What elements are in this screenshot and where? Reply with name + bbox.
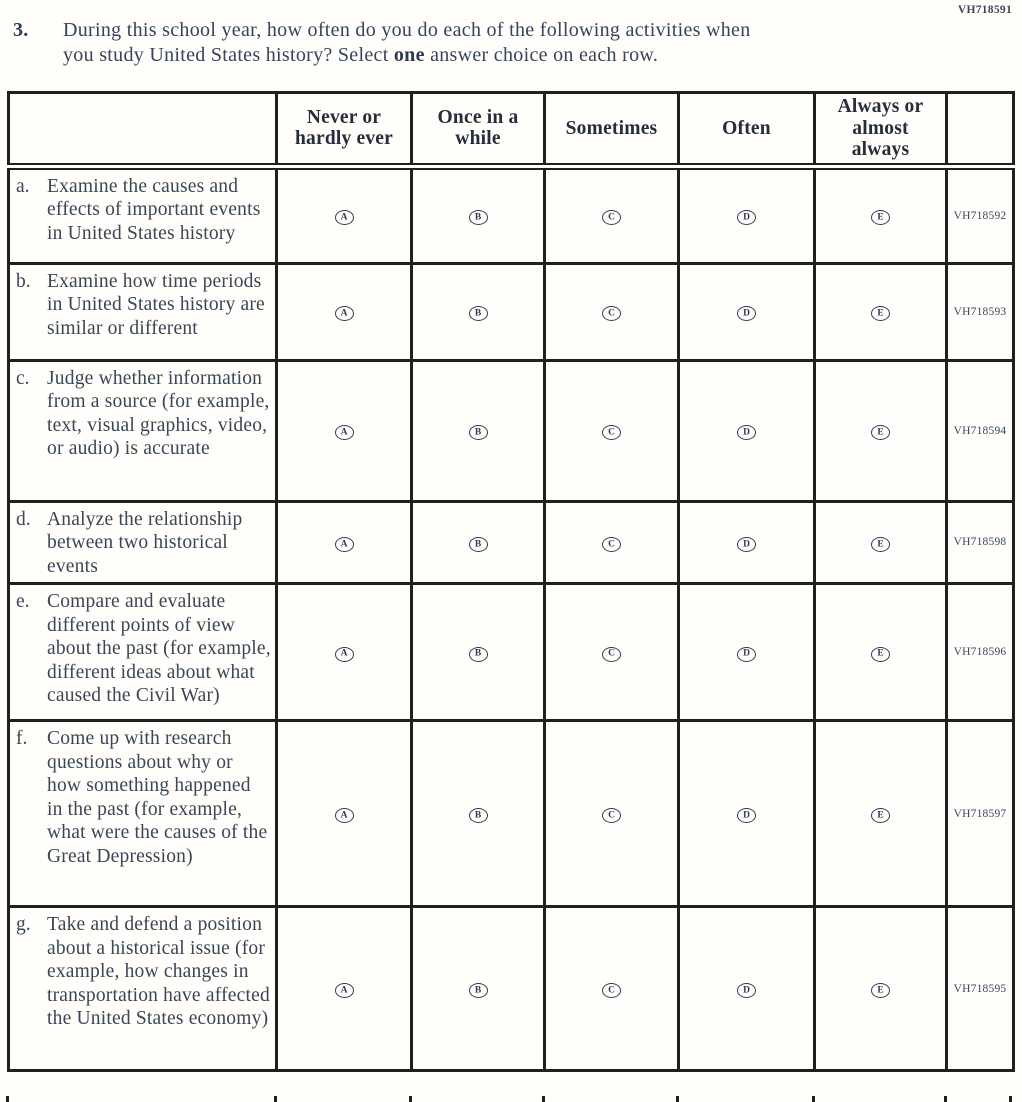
bubble-c[interactable] (602, 808, 621, 823)
bubble-letter: D (743, 810, 750, 821)
bubble-b[interactable] (469, 210, 488, 225)
option-cell-a[interactable] (277, 263, 412, 360)
bubble-e[interactable] (871, 210, 890, 225)
bubble-d[interactable] (737, 808, 756, 823)
bubble-b[interactable] (469, 647, 488, 662)
option-cell-c[interactable] (545, 501, 679, 584)
activity-stem (9, 166, 277, 263)
bubble-e[interactable] (871, 306, 890, 321)
question-line2-before: you study United States history? Select (63, 43, 394, 66)
bubble-a[interactable] (335, 425, 354, 440)
bubble-d[interactable] (737, 210, 756, 225)
bubble-letter: C (608, 985, 615, 996)
bubble-a[interactable] (335, 210, 354, 225)
bubble-e[interactable] (871, 647, 890, 662)
column-header-often: Often (679, 93, 815, 167)
bubble-a[interactable] (335, 808, 354, 823)
activity-stem (9, 263, 277, 360)
bubble-letter: C (608, 810, 615, 821)
bubble-letter: A (340, 308, 348, 319)
option-cell-d[interactable] (679, 721, 815, 907)
bubble-letter: D (743, 212, 750, 223)
activity-text: Come up with research questions about why or how something happened in the past (for example, what were the causes of the Great Depression) (47, 728, 268, 867)
column-header-always-or-almost-always: Always or almost always (815, 93, 947, 167)
bubble-letter: E (877, 212, 884, 223)
option-cell-c[interactable] (545, 721, 679, 907)
activity-text: Take and defend a position about a historical issue (for example, how changes in transportation have affected the United States economy) (47, 914, 270, 1029)
bubble-letter: D (743, 427, 750, 438)
bubble-letter: B (474, 539, 482, 550)
bubble-b[interactable] (469, 306, 488, 321)
table-row-c (9, 360, 1014, 501)
bubble-b[interactable] (469, 537, 488, 552)
bubble-e[interactable] (871, 808, 890, 823)
row-code: VH718595 (947, 907, 1014, 1071)
table-row-a (9, 166, 1014, 263)
option-cell-b[interactable] (412, 584, 545, 721)
row-letter: g. (16, 914, 31, 935)
option-cell-c[interactable] (545, 360, 679, 501)
bubble-letter: A (340, 985, 348, 996)
row-code: VH718596 (947, 584, 1014, 721)
option-cell-c[interactable] (545, 584, 679, 721)
bubble-letter: D (743, 308, 750, 319)
bubble-letter: C (608, 212, 615, 223)
bubble-a[interactable] (335, 647, 354, 662)
option-cell-b[interactable] (412, 360, 545, 501)
bubble-letter: C (608, 427, 615, 438)
option-cell-d[interactable] (679, 166, 815, 263)
bubble-c[interactable] (602, 983, 621, 998)
option-cell-b[interactable] (412, 263, 545, 360)
option-cell-d[interactable] (679, 360, 815, 501)
activity-stem (9, 360, 277, 501)
bubble-c[interactable] (602, 425, 621, 440)
activity-stem (9, 501, 277, 584)
bubble-d[interactable] (737, 647, 756, 662)
bubble-letter: C (608, 539, 615, 550)
option-cell-e[interactable] (815, 721, 947, 907)
bubble-letter: E (877, 539, 884, 550)
option-cell-e[interactable] (815, 360, 947, 501)
question-text (63, 18, 953, 67)
bubble-b[interactable] (469, 983, 488, 998)
bubble-d[interactable] (737, 537, 756, 552)
bubble-letter: E (877, 427, 884, 438)
bubble-letter: D (743, 985, 750, 996)
column-header-once-in-a-while: Once in a while (412, 93, 545, 167)
question-line2-bold: one (393, 43, 425, 66)
option-cell-a[interactable] (277, 166, 412, 263)
row-code: VH718598 (947, 501, 1014, 584)
bubble-letter: B (474, 308, 482, 319)
option-cell-c[interactable] (545, 907, 679, 1071)
option-cell-e[interactable] (815, 584, 947, 721)
bubble-letter: B (474, 427, 482, 438)
row-letter: a. (16, 175, 30, 197)
option-cell-a[interactable] (277, 360, 412, 501)
bubble-letter: B (474, 648, 482, 659)
option-cell-c[interactable] (545, 166, 679, 263)
bubble-a[interactable] (335, 306, 354, 321)
option-cell-b[interactable] (412, 907, 545, 1071)
table-row-b (9, 263, 1014, 360)
bubble-letter: A (340, 648, 348, 659)
option-cell-d[interactable] (679, 584, 815, 721)
bubble-d[interactable] (737, 425, 756, 440)
activity-text: Judge whether information from a source (for example, text, visual graphics, video, or audio) is accurate (47, 367, 270, 459)
option-cell-a[interactable] (277, 907, 412, 1071)
frequency-matrix-table (7, 91, 1015, 1072)
activity-text: Examine how time periods in United States history are similar or different (47, 270, 265, 339)
bubble-a[interactable] (335, 537, 354, 552)
bubble-letter: E (877, 308, 884, 319)
option-cell-b[interactable] (412, 166, 545, 263)
option-cell-d[interactable] (679, 907, 815, 1071)
bubble-e[interactable] (871, 537, 890, 552)
bubble-d[interactable] (737, 983, 756, 998)
bubble-letter: D (743, 539, 750, 550)
row-code: VH718594 (947, 360, 1014, 501)
bubble-b[interactable] (469, 425, 488, 440)
table-row-d (9, 501, 1014, 584)
row-letter: c. (16, 367, 30, 389)
bubble-letter: E (877, 985, 884, 996)
row-code: VH718592 (947, 166, 1014, 263)
activity-stem (9, 907, 277, 1071)
question-line2-after: answer choice on each row. (424, 43, 659, 66)
question-accession-code: VH718591 (957, 4, 1012, 16)
option-cell-e[interactable] (815, 166, 947, 263)
row-letter: f. (16, 728, 28, 749)
bubble-letter: E (877, 648, 884, 659)
bubble-c[interactable] (602, 647, 621, 662)
question-line1: During this school year, how often do you do each of the following activities when (63, 19, 751, 41)
table-row-g (9, 907, 1014, 1071)
bubble-letter: C (608, 308, 615, 319)
empty-code-header (947, 93, 1014, 167)
bubble-c[interactable] (602, 210, 621, 225)
row-code: VH718593 (947, 263, 1014, 360)
option-cell-a[interactable] (277, 584, 412, 721)
bubble-letter: A (340, 212, 348, 223)
question-block (13, 18, 953, 67)
option-cell-e[interactable] (815, 501, 947, 584)
option-cell-c[interactable] (545, 263, 679, 360)
option-cell-d[interactable] (679, 501, 815, 584)
row-letter: b. (16, 270, 31, 292)
bubble-a[interactable] (335, 983, 354, 998)
bubble-b[interactable] (469, 808, 488, 823)
header-row (9, 93, 1014, 167)
option-cell-a[interactable] (277, 721, 412, 907)
row-letter: e. (16, 591, 30, 612)
bubble-letter: D (743, 648, 750, 659)
bubble-letter: B (474, 985, 482, 996)
activity-stem (9, 584, 277, 721)
table-row-e (9, 584, 1014, 721)
bubble-letter: B (474, 810, 482, 821)
bubble-letter: A (340, 810, 348, 821)
option-cell-a[interactable] (277, 501, 412, 584)
table-row-f (9, 721, 1014, 907)
bubble-e[interactable] (871, 983, 890, 998)
column-header-never-or-hardly-ever: Never or hardly ever (277, 93, 412, 167)
bubble-letter: B (474, 212, 482, 223)
bubble-letter: C (608, 648, 615, 659)
option-cell-b[interactable] (412, 721, 545, 907)
bubble-d[interactable] (737, 306, 756, 321)
activity-stem (9, 721, 277, 907)
option-cell-d[interactable] (679, 263, 815, 360)
activity-text: Examine the causes and effects of important events in United States history (47, 175, 261, 244)
bubble-c[interactable] (602, 306, 621, 321)
bubble-letter: A (340, 539, 348, 550)
option-cell-e[interactable] (815, 263, 947, 360)
activity-text: Analyze the relationship between two historical events (47, 508, 243, 577)
option-cell-e[interactable] (815, 907, 947, 1071)
bubble-letter: A (340, 427, 348, 438)
row-code: VH718597 (947, 721, 1014, 907)
option-cell-b[interactable] (412, 501, 545, 584)
empty-stem-header (9, 93, 277, 167)
bubble-e[interactable] (871, 425, 890, 440)
activity-text: Compare and evaluate different points of view about the past (for example, different ideas about what caused the Civil War) (47, 591, 271, 706)
question-number: 3. (13, 19, 29, 41)
bubble-c[interactable] (602, 537, 621, 552)
bubble-letter: E (877, 810, 884, 821)
row-letter: d. (16, 508, 31, 530)
column-header-sometimes: Sometimes (545, 93, 679, 167)
